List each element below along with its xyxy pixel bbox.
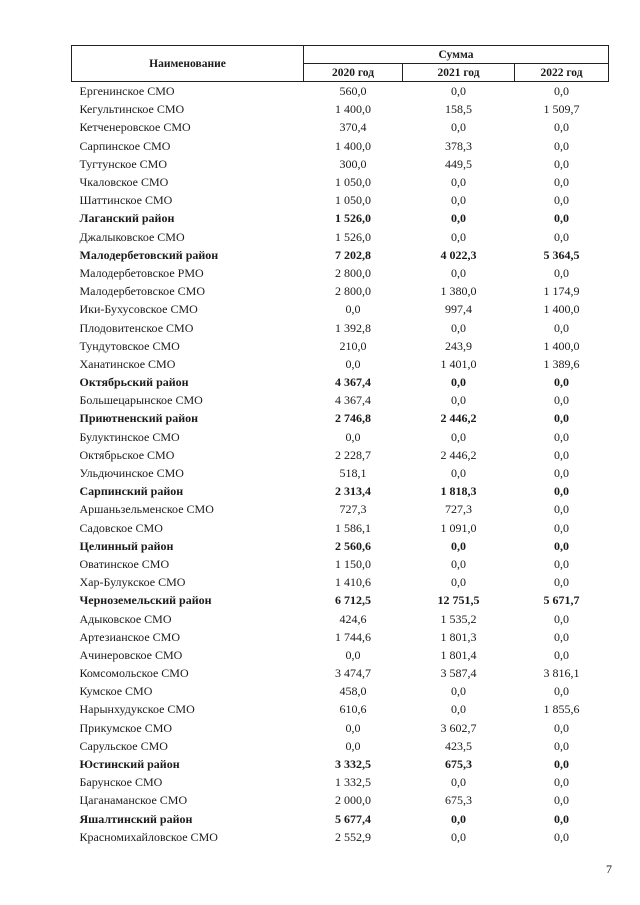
value-2022-cell: 5 671,7 xyxy=(543,593,580,608)
value-2022-cell: 3 816,1 xyxy=(543,666,580,681)
value-2020-cell: 727,3 xyxy=(339,502,367,517)
value-2022-cell: 0,0 xyxy=(554,429,569,444)
district-total-row xyxy=(72,373,609,391)
row-name-cell: Шаттинское СМО xyxy=(79,193,173,208)
column-header-sum: Сумма xyxy=(304,46,609,64)
table-row xyxy=(72,137,609,155)
row-name-cell: Садовское СМО xyxy=(79,520,163,535)
row-name-cell: Артезианское СМО xyxy=(79,629,180,644)
row-name-cell: Барунское СМО xyxy=(79,775,163,790)
value-2022-cell: 0,0 xyxy=(554,538,569,553)
value-2020-cell: 0,0 xyxy=(345,720,361,735)
value-2021-cell: 0,0 xyxy=(451,538,466,553)
value-2022-cell: 0,0 xyxy=(554,520,569,535)
value-2022-cell: 0,0 xyxy=(554,156,569,171)
table-body xyxy=(72,82,609,846)
value-2021-cell: 243,9 xyxy=(445,338,472,353)
value-2020-cell: 458,0 xyxy=(339,684,367,699)
value-2021-cell: 378,3 xyxy=(445,138,472,153)
value-2021-cell: 0,0 xyxy=(451,702,466,717)
value-2022-cell: 0,0 xyxy=(554,502,569,517)
value-2020-cell: 2 313,4 xyxy=(335,484,371,499)
row-name-cell: Адыковское СМО xyxy=(79,611,172,626)
value-2020-cell: 5 677,4 xyxy=(335,811,371,826)
table-row xyxy=(72,100,609,118)
table-header xyxy=(72,46,609,82)
row-name-cell: Яшалтинский район xyxy=(79,811,193,826)
value-2020-cell: 1 400,0 xyxy=(335,138,371,153)
value-2021-cell: 423,5 xyxy=(445,738,472,753)
table-row xyxy=(72,646,609,664)
value-2020-cell: 4 367,4 xyxy=(335,393,371,408)
value-2020-cell: 1 050,0 xyxy=(335,193,371,208)
value-2020-cell: 1 586,1 xyxy=(335,520,371,535)
table-row xyxy=(72,828,609,846)
value-2022-cell: 0,0 xyxy=(554,84,569,99)
district-total-row xyxy=(72,810,609,828)
value-2022-cell: 0,0 xyxy=(554,611,569,626)
value-2020-cell: 300,0 xyxy=(339,156,367,171)
row-name-cell: Чкаловское СМО xyxy=(79,175,169,190)
value-2021-cell: 0,0 xyxy=(451,829,466,844)
column-header-year-2022: 2022 год xyxy=(515,64,609,82)
value-2020-cell: 1 050,0 xyxy=(335,175,371,190)
row-name-cell: Тугтунское СМО xyxy=(79,156,168,171)
budget-table xyxy=(71,45,609,846)
row-name-cell: Ульдючинское СМО xyxy=(79,466,184,481)
row-name-cell: Сарпинское СМО xyxy=(79,138,171,153)
value-2022-cell: 0,0 xyxy=(554,629,569,644)
value-2020-cell: 2 800,0 xyxy=(335,284,371,299)
value-2022-cell: 0,0 xyxy=(554,447,569,462)
value-2021-cell: 0,0 xyxy=(451,375,466,390)
value-2021-cell: 0,0 xyxy=(451,684,466,699)
value-2021-cell: 1 535,2 xyxy=(440,611,477,626)
value-2021-cell: 1 091,0 xyxy=(440,520,477,535)
district-total-row xyxy=(72,755,609,773)
value-2022-cell: 0,0 xyxy=(554,829,569,844)
column-header-year-2020: 2020 год xyxy=(304,64,403,82)
table-row xyxy=(72,500,609,518)
value-2021-cell: 1 801,3 xyxy=(440,629,477,644)
value-2021-cell: 0,0 xyxy=(451,193,466,208)
column-header-name: Наименование xyxy=(72,46,304,82)
value-2020-cell: 0,0 xyxy=(345,429,361,444)
value-2022-cell: 0,0 xyxy=(554,265,569,280)
value-2021-cell: 675,3 xyxy=(445,757,472,772)
value-2021-cell: 3 587,4 xyxy=(440,666,477,681)
value-2020-cell: 1 150,0 xyxy=(335,556,371,571)
value-2021-cell: 0,0 xyxy=(451,775,466,790)
value-2020-cell: 2 560,6 xyxy=(335,538,371,553)
row-name-cell: Тундутовское СМО xyxy=(79,338,180,353)
value-2022-cell: 0,0 xyxy=(554,229,569,244)
value-2022-cell: 0,0 xyxy=(554,575,569,590)
row-name-cell: Плодовитенское СМО xyxy=(79,320,194,335)
value-2022-cell: 0,0 xyxy=(554,466,569,481)
value-2022-cell: 0,0 xyxy=(554,193,569,208)
row-name-cell: Октябрьское СМО xyxy=(79,447,175,462)
row-name-cell: Хар-Булукское СМО xyxy=(79,575,186,590)
value-2022-cell: 0,0 xyxy=(554,811,569,826)
row-name-cell: Кегультинское СМО xyxy=(79,102,185,117)
value-2022-cell: 0,0 xyxy=(554,211,569,226)
value-2022-cell: 1 389,6 xyxy=(543,356,580,371)
column-header-year-2021: 2021 год xyxy=(403,64,515,82)
row-name-cell: Ергенинское СМО xyxy=(79,84,175,99)
district-total-row xyxy=(72,409,609,427)
row-name-cell: Ханатинское СМО xyxy=(79,356,176,371)
row-name-cell: Сарульское СМО xyxy=(79,738,168,753)
value-2020-cell: 1 744,6 xyxy=(335,629,371,644)
value-2020-cell: 3 474,7 xyxy=(335,666,371,681)
value-2022-cell: 1 855,6 xyxy=(543,702,580,717)
value-2021-cell: 0,0 xyxy=(451,84,466,99)
value-2020-cell: 0,0 xyxy=(345,738,361,753)
row-name-cell: Октябрьский район xyxy=(79,375,189,390)
value-2021-cell: 727,3 xyxy=(445,502,472,517)
value-2021-cell: 1 818,3 xyxy=(440,484,477,499)
value-2022-cell: 0,0 xyxy=(554,375,569,390)
value-2021-cell: 0,0 xyxy=(451,229,466,244)
row-name-cell: Кетченеровское СМО xyxy=(79,120,191,135)
table-row xyxy=(72,664,609,682)
table-row xyxy=(72,228,609,246)
row-name-cell: Малодербетовское РМО xyxy=(79,265,204,280)
value-2021-cell: 4 022,3 xyxy=(440,247,477,262)
value-2020-cell: 2 800,0 xyxy=(335,265,371,280)
row-name-cell: Прикумское СМО xyxy=(79,720,173,735)
value-2021-cell: 0,0 xyxy=(451,575,466,590)
row-name-cell: Джалыковское СМО xyxy=(79,229,185,244)
value-2021-cell: 0,0 xyxy=(451,211,466,226)
value-2021-cell: 1 401,0 xyxy=(440,356,477,371)
table-row xyxy=(72,391,609,409)
value-2022-cell: 0,0 xyxy=(554,320,569,335)
row-name-cell: Комсомольское СМО xyxy=(79,666,189,681)
value-2020-cell: 560,0 xyxy=(339,84,367,99)
row-name-cell: Красномихайловское СМО xyxy=(79,829,218,844)
district-total-row xyxy=(72,209,609,227)
row-name-cell: Целинный район xyxy=(79,538,174,553)
value-2022-cell: 0,0 xyxy=(554,120,569,135)
row-name-cell: Кумское СМО xyxy=(79,684,153,699)
value-2021-cell: 158,5 xyxy=(445,102,472,117)
value-2022-cell: 0,0 xyxy=(554,393,569,408)
value-2021-cell: 675,3 xyxy=(445,793,472,808)
table-row xyxy=(72,428,609,446)
value-2020-cell: 1 392,8 xyxy=(335,320,371,335)
table-row xyxy=(72,264,609,282)
row-name-cell: Аршаньзельменское СМО xyxy=(79,502,214,517)
value-2020-cell: 370,4 xyxy=(339,120,367,135)
table-row xyxy=(72,773,609,791)
value-2021-cell: 0,0 xyxy=(451,429,466,444)
value-2020-cell: 610,6 xyxy=(339,702,367,717)
value-2021-cell: 997,4 xyxy=(445,302,472,317)
value-2022-cell: 0,0 xyxy=(554,138,569,153)
district-total-row xyxy=(72,591,609,609)
value-2021-cell: 0,0 xyxy=(451,175,466,190)
row-name-cell: Ики-Бухусовское СМО xyxy=(79,302,198,317)
value-2020-cell: 1 400,0 xyxy=(335,102,371,117)
value-2020-cell: 1 526,0 xyxy=(335,229,371,244)
table-row xyxy=(72,519,609,537)
row-name-cell: Большецарынское СМО xyxy=(79,393,203,408)
table-row xyxy=(72,737,609,755)
row-name-cell: Нарынхудукское СМО xyxy=(79,702,195,717)
table-row xyxy=(72,191,609,209)
value-2022-cell: 0,0 xyxy=(554,647,569,662)
table-row xyxy=(72,118,609,136)
value-2022-cell: 0,0 xyxy=(554,793,569,808)
value-2022-cell: 1 400,0 xyxy=(543,302,580,317)
table-row xyxy=(72,337,609,355)
row-name-cell: Юстинский район xyxy=(79,757,180,772)
row-name-cell: Булуктинское СМО xyxy=(79,429,180,444)
table-row xyxy=(72,300,609,318)
page-number: 7 xyxy=(606,862,612,876)
value-2022-cell: 0,0 xyxy=(554,556,569,571)
value-2020-cell: 518,1 xyxy=(339,466,367,481)
district-total-row xyxy=(72,246,609,264)
value-2020-cell: 0,0 xyxy=(345,356,361,371)
table-row xyxy=(72,682,609,700)
value-2022-cell: 1 174,9 xyxy=(543,284,580,299)
table-row xyxy=(72,700,609,718)
table-row xyxy=(72,609,609,627)
value-2020-cell: 4 367,4 xyxy=(335,375,371,390)
value-2020-cell: 3 332,5 xyxy=(335,757,371,772)
table-row xyxy=(72,82,609,101)
table-row xyxy=(72,573,609,591)
table-row xyxy=(72,446,609,464)
value-2022-cell: 0,0 xyxy=(554,775,569,790)
table-row xyxy=(72,791,609,809)
table-row xyxy=(72,719,609,737)
value-2021-cell: 0,0 xyxy=(451,811,466,826)
value-2020-cell: 0,0 xyxy=(345,302,361,317)
value-2020-cell: 2 000,0 xyxy=(335,793,371,808)
row-name-cell: Малодербетовское СМО xyxy=(79,284,205,299)
value-2020-cell: 0,0 xyxy=(345,647,361,662)
district-total-row xyxy=(72,482,609,500)
value-2021-cell: 3 602,7 xyxy=(440,720,477,735)
value-2021-cell: 2 446,2 xyxy=(440,411,477,426)
value-2022-cell: 1 400,0 xyxy=(543,338,580,353)
value-2022-cell: 0,0 xyxy=(554,411,569,426)
value-2022-cell: 0,0 xyxy=(554,720,569,735)
value-2021-cell: 449,5 xyxy=(445,156,472,171)
value-2020-cell: 2 552,9 xyxy=(335,829,371,844)
value-2021-cell: 0,0 xyxy=(451,320,466,335)
value-2022-cell: 0,0 xyxy=(554,175,569,190)
value-2020-cell: 6 712,5 xyxy=(335,593,371,608)
value-2021-cell: 0,0 xyxy=(451,556,466,571)
value-2020-cell: 424,6 xyxy=(339,611,367,626)
table-row xyxy=(72,628,609,646)
value-2020-cell: 1 526,0 xyxy=(335,211,371,226)
row-name-cell: Малодербетовский район xyxy=(79,247,219,262)
value-2022-cell: 0,0 xyxy=(554,738,569,753)
table-row xyxy=(72,282,609,300)
value-2021-cell: 0,0 xyxy=(451,265,466,280)
row-name-cell: Цаганаманское СМО xyxy=(79,793,188,808)
value-2020-cell: 210,0 xyxy=(339,338,367,353)
value-2020-cell: 1 332,5 xyxy=(335,775,371,790)
value-2022-cell: 5 364,5 xyxy=(543,247,580,262)
value-2020-cell: 7 202,8 xyxy=(335,247,371,262)
value-2020-cell: 1 410,6 xyxy=(335,575,371,590)
value-2021-cell: 2 446,2 xyxy=(440,447,477,462)
value-2021-cell: 0,0 xyxy=(451,466,466,481)
table-row xyxy=(72,464,609,482)
value-2021-cell: 1 801,4 xyxy=(440,647,477,662)
row-name-cell: Черноземельский район xyxy=(79,593,212,608)
value-2022-cell: 0,0 xyxy=(554,684,569,699)
row-name-cell: Лаганский район xyxy=(79,211,175,226)
table-row xyxy=(72,155,609,173)
value-2021-cell: 12 751,5 xyxy=(437,593,480,608)
table-row xyxy=(72,173,609,191)
row-name-cell: Сарпинский район xyxy=(79,484,184,499)
value-2020-cell: 2 228,7 xyxy=(335,447,371,462)
value-2022-cell: 0,0 xyxy=(554,484,569,499)
table-row xyxy=(72,555,609,573)
district-total-row xyxy=(72,537,609,555)
value-2020-cell: 2 746,8 xyxy=(335,411,371,426)
value-2021-cell: 0,0 xyxy=(451,393,466,408)
value-2022-cell: 0,0 xyxy=(554,757,569,772)
row-name-cell: Приютненский район xyxy=(79,411,199,426)
table-row xyxy=(72,318,609,336)
row-name-cell: Ачинеровское СМО xyxy=(79,647,183,662)
value-2021-cell: 0,0 xyxy=(451,120,466,135)
value-2021-cell: 1 380,0 xyxy=(440,284,477,299)
row-name-cell: Оватинское СМО xyxy=(79,556,170,571)
table-row xyxy=(72,355,609,373)
value-2022-cell: 1 509,7 xyxy=(543,102,580,117)
